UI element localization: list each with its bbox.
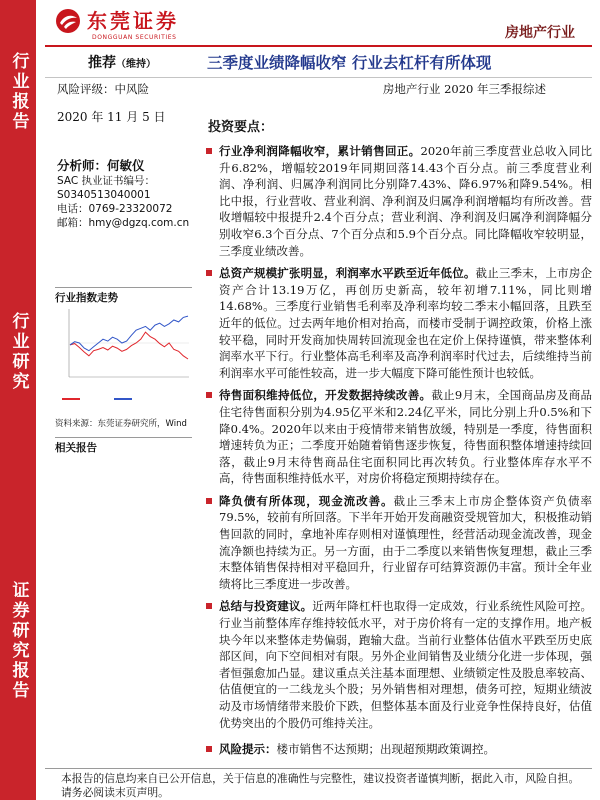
sidebar-strip — [0, 0, 36, 800]
analyst-cert-number: S0340513040001 — [57, 189, 151, 201]
bullet-square-icon — [206, 603, 212, 609]
index-chart-title: 行业指数走势 — [55, 287, 192, 305]
footer-notice: 请务必阅读末页声明。 — [61, 786, 169, 799]
key-point-lead: 待售面积维持低位，开发数据持续改善。 — [219, 388, 432, 403]
key-point-lead: 行业净利润降幅收窄，累计销售回正。 — [219, 144, 421, 158]
key-point-lead: 总结与投资建议。 — [219, 599, 313, 614]
report-title: 三季度业绩降幅收窄 行业去杠杆有所体现 — [207, 54, 492, 72]
analyst-phone: 电话：0769-23320072 — [57, 203, 173, 215]
company-name: 东莞证券 — [87, 9, 179, 33]
risk-warning-body: 楼市销售不达预期；出现超预期政策调控。 — [276, 742, 495, 757]
analyst-cert-label: SAC 执业证书编号： — [57, 175, 156, 187]
index-chart-source: 资料来源：东莞证券研究所，Wind — [55, 419, 187, 429]
key-points-heading: 投资要点： — [208, 120, 274, 135]
related-reports-heading: 相关报告 — [55, 437, 192, 455]
report-subtitle: 房地产行业 2020 年三季报综述 — [382, 82, 546, 96]
risk-rating: 风险评级：中风险 — [57, 82, 149, 96]
rating — [88, 54, 156, 74]
key-point — [205, 387, 592, 487]
index-chart-legend — [62, 396, 182, 402]
analyst-email: 邮箱：hmy@dgzq.com.cn — [57, 217, 190, 229]
key-point-lead: 总资产规模扩张明显，利润率水平跌至近年低位。 — [219, 266, 476, 281]
key-point-body: 截止三季末上市房企整体资产负债率79.5%，较前有所回落。下半年开始开发商融资受规管加大，积极推动销售回款的同时，拿地补库存则相对谨慎理性，经营活动现金流改善，现金流净额也持续为正。另一方面，由于二季度以来销售恢复理想，截止三季末整体销售保持相对平稳回升，行业留存可结算资源仍丰富。预计全年业绩将比三季度进一步改善。 — [219, 493, 592, 591]
title-divider — [45, 77, 592, 78]
footer — [45, 768, 592, 800]
key-point-lead: 降负债有所体现，现金流改善。 — [219, 493, 394, 508]
key-point-body: 截止9月末，全国商品房及商品住宅待售面积分别为4.95亿平米和2.24亿平米，同比分别上升0.5%和下降0.4%。2020年以来由于疫情带来销售放缓，特别是一季度，待售面积增速转负为正；二季度开始随着销售逐步恢复，待售面积整体增速持续回落，截止9月末待售商品住宅面积同比再次转负。行业整体库存水平不高，待售面积维持低水平，对房价将稳定预期持续存在。 — [219, 388, 592, 486]
risk-warning — [205, 741, 592, 758]
rating-label: 推荐 — [88, 55, 116, 71]
sidebar-label-text: 证券研究报告 — [8, 581, 29, 701]
index-series-line-2 — [70, 316, 188, 351]
key-point — [205, 265, 592, 381]
key-points-list — [205, 143, 592, 764]
analyst-name: 分析师：何敏仪 — [57, 158, 145, 173]
report-date: 2020 年 11 月 5 日 — [57, 110, 166, 124]
bullet-square-icon — [206, 148, 212, 154]
legend-swatch-series-1 — [62, 398, 80, 400]
sidebar-label-securities-research-report — [0, 581, 36, 701]
key-point — [205, 598, 592, 731]
sidebar-label-text: 行业研究 — [8, 312, 29, 392]
sidebar-label-industry-research — [0, 312, 36, 392]
key-point — [205, 493, 592, 593]
index-chart — [55, 305, 192, 387]
rating-note: （维持） — [116, 59, 156, 70]
header-divider — [45, 45, 592, 47]
key-point-body: 近两年降杠杆也取得一定成效，行业系统性风险可控。行业当前整体库存维持较低水平，对于房价将有一定的支撑作用。地产板块今年以来整体走势偏弱，跑输大盘。当前行业整体估值水平跌至历史底部区间，向下空间相对有限。另外企业间销售及业绩分化进一步体现，强者恒强愈加凸显。建议重点关注基本面理想、业绩锁定性及股息率较高、估值便宜的一二线龙头个股；另外销售相对理想，债务可控，短期业绩波动及市场情绪带来股价下跌，但整体基本面及行业竞争性保持良好，估值优势突出的个股仍可维持关注。 — [219, 599, 593, 730]
risk-warning-lead: 风险提示： — [219, 742, 277, 757]
sidebar-label-text: 行业报告 — [8, 52, 29, 132]
bullet-square-icon — [206, 392, 212, 398]
key-point-body: 截止三季末，上市房企资产合计13.19万亿，再创历史新高，较年初增7.11%，同比则增14.68%。三季度行业销售毛利率及净利率均较二季末小幅回落，且跌至近年的低位。过去两年地价相对抬高，而楼市受制于调控政策，价格上涨较平稳，同时开发商加快周转回流现金也在定价上保持谨慎，带来整体利润率水平下行。行业整体高毛利率及高净利润率时代过去，后续维持当前利润率水平可能性较高，进一步大幅度下降可能性预计也较低。 — [219, 266, 592, 380]
bullet-square-icon — [206, 746, 212, 752]
legend-swatch-series-2 — [114, 398, 132, 400]
key-point — [205, 143, 592, 259]
header-industry: 房地产行业 — [505, 25, 575, 41]
sidebar-label-industry-report — [0, 52, 36, 132]
company-name-english: DONGGUAN SECURITIES — [92, 34, 177, 41]
bullet-square-icon — [206, 498, 212, 504]
index-series-line-1 — [70, 332, 188, 359]
key-point-body: 2020年前三季度营业总收入同比升6.82%，增幅较2019年同期回落14.43个百分点。前三季度营业利润、净利润、归属净利润同比分别降7.43%、降6.97%和降9.54%。相比中报，行业营收、营业利润、净利润及归属净利润增幅均有所改善。营收增幅较中报提升2.4个百分点；营业利润、净利润及归属净利润降幅分别收窄6.3个百分点、7个百分点和5.9个百分点。同比降幅收窄较明显，三季度业绩改善。 — [219, 144, 593, 258]
bullet-square-icon — [206, 270, 212, 276]
footer-disclaimer: 本报告的信息均来自已公开信息，关于信息的准确性与完整性，建议投资者谨慎判断，据此入市，风险自担。 — [61, 772, 580, 785]
company-logo-icon — [55, 8, 81, 34]
analyst-info — [57, 157, 197, 230]
